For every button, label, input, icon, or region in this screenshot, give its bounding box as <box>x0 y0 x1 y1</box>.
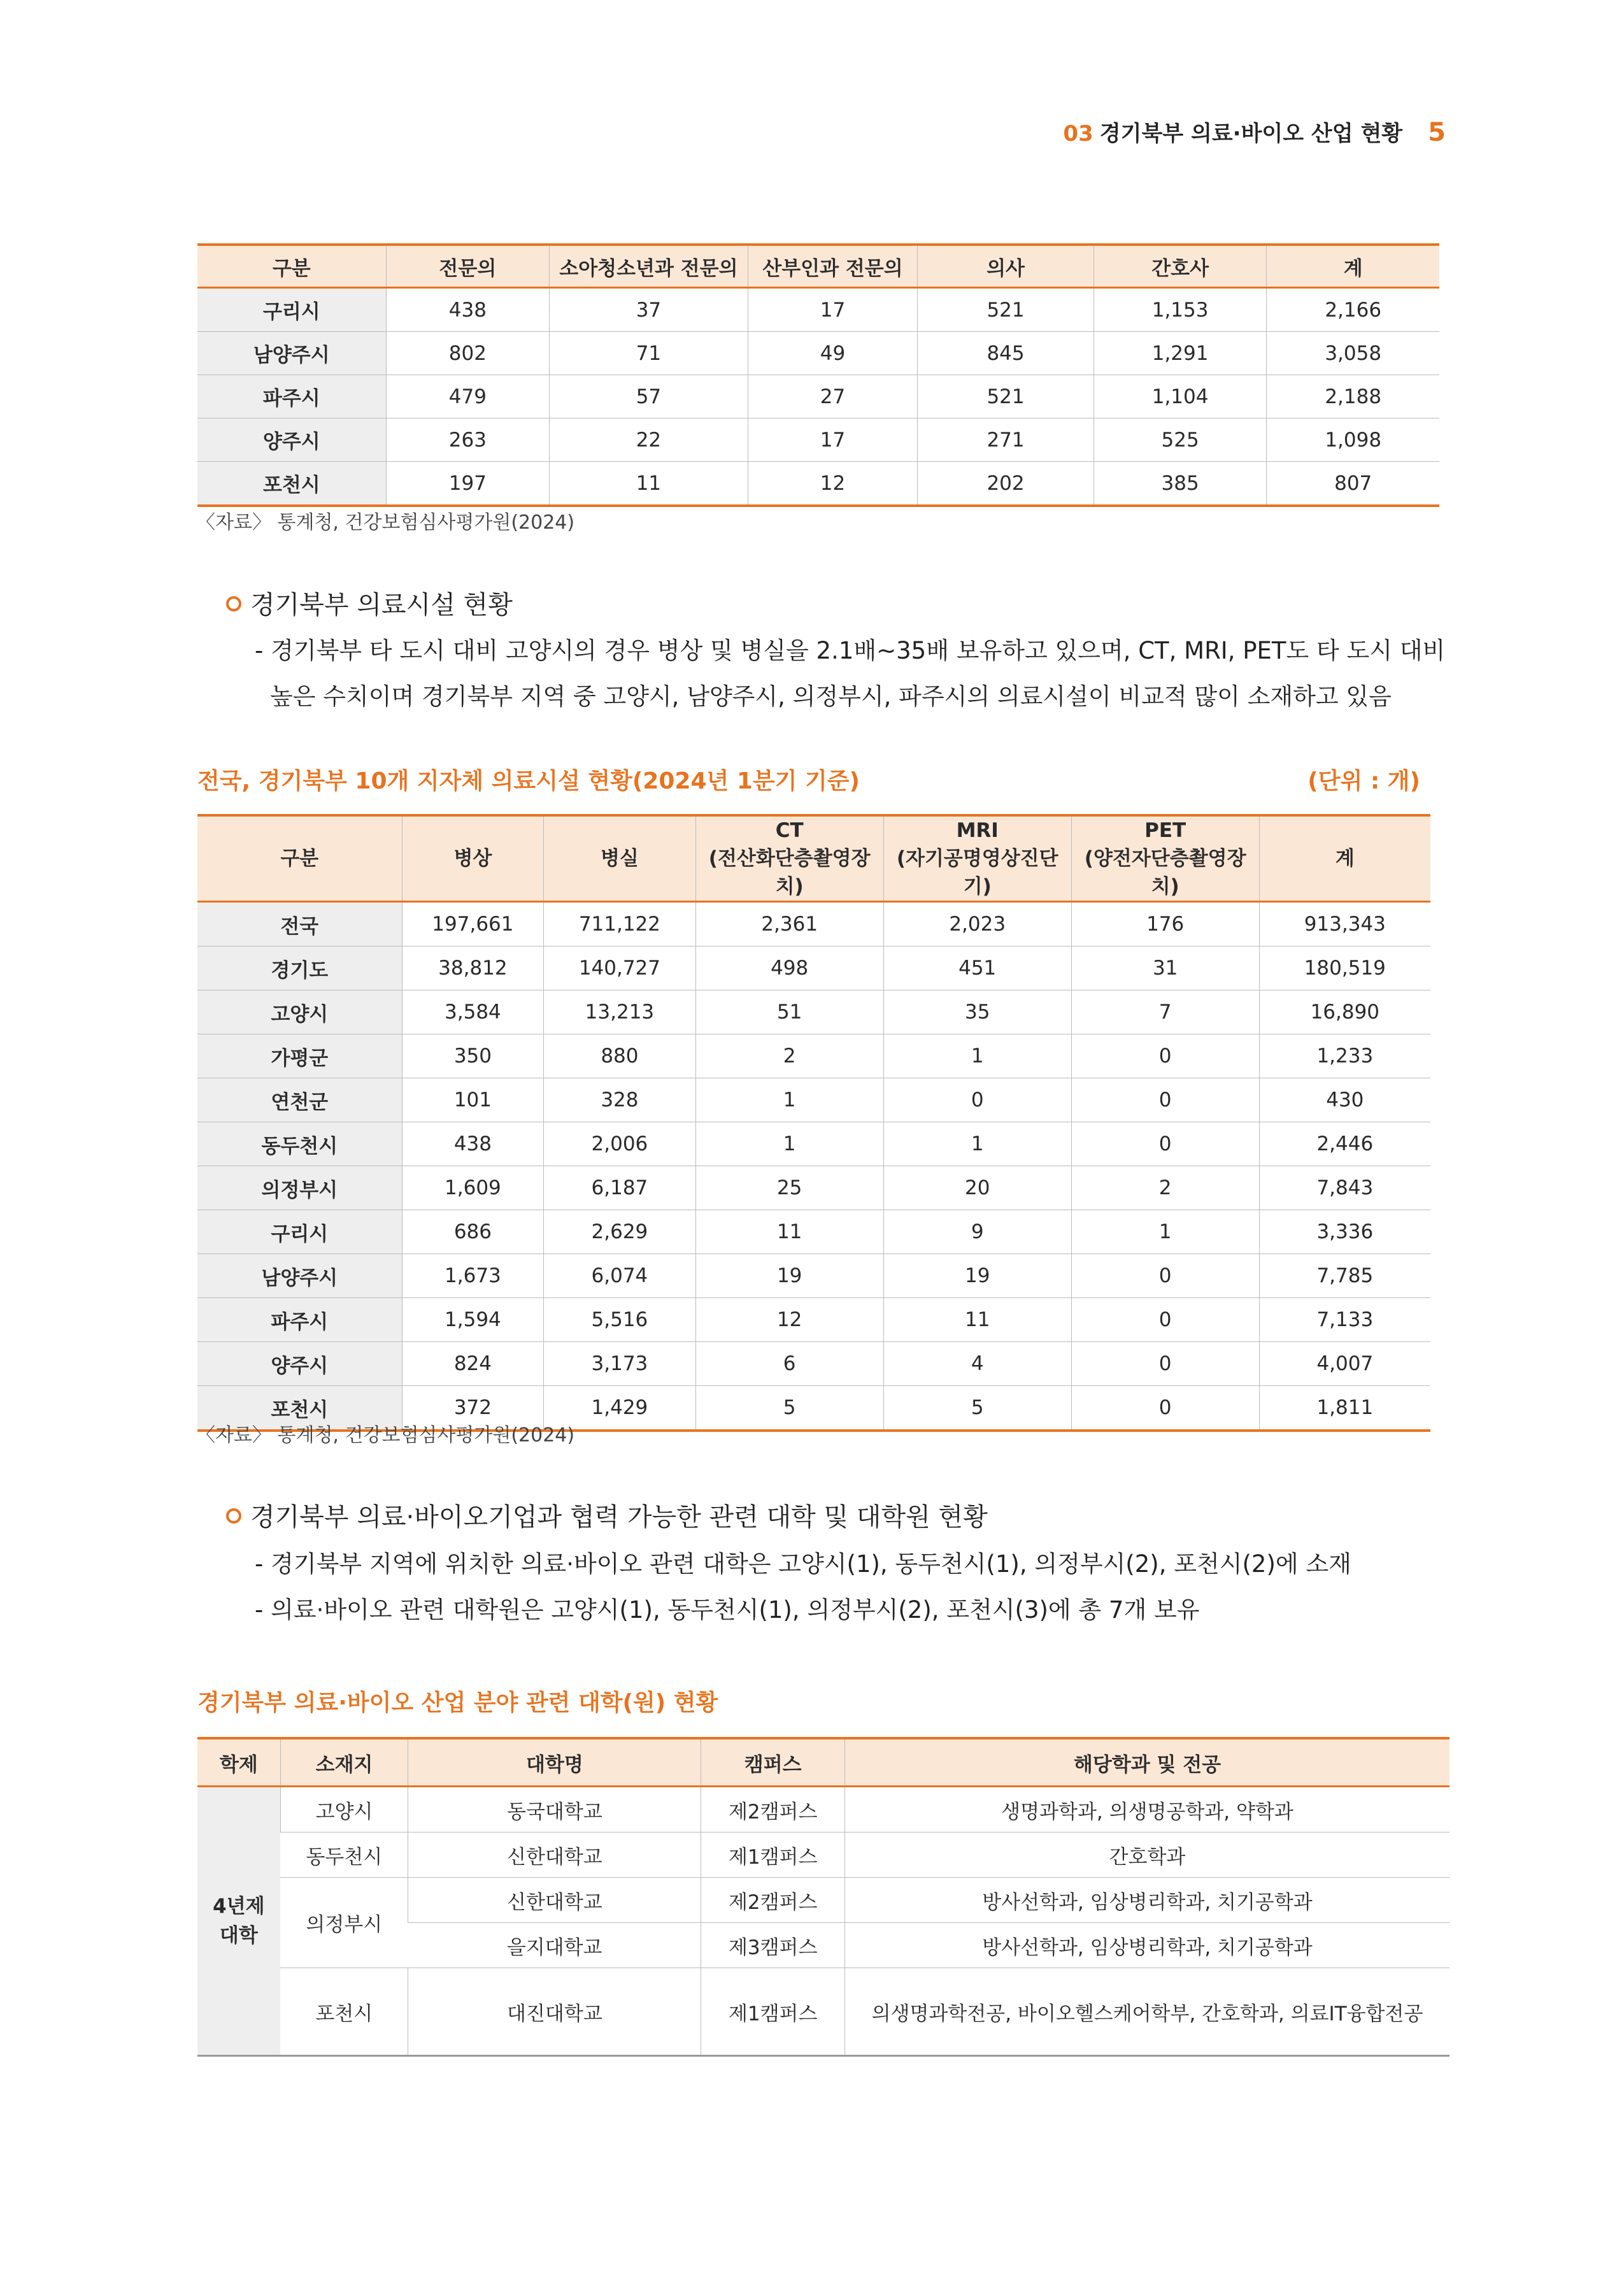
table3-caption: 경기북부 의료·바이오 산업 분야 관련 대학(원) 현황 <box>197 1690 718 1716</box>
table-row <box>197 1342 1430 1386</box>
table-cell: 19 <box>695 1254 883 1298</box>
table-cell: 197 <box>386 462 550 506</box>
row-header: 의정부시 <box>197 1166 402 1210</box>
table-cell: 5 <box>883 1386 1071 1431</box>
table-cell: 2 <box>1071 1166 1259 1210</box>
table-cell: 20 <box>883 1166 1071 1210</box>
majors-cell: 생명과학과, 의생명공학과, 약학과 <box>844 1787 1449 1832</box>
table-cell: 807 <box>1267 462 1439 506</box>
table-header-row <box>197 245 1439 288</box>
column-header-main: PET <box>1144 819 1186 842</box>
table-cell: 430 <box>1259 1078 1430 1122</box>
city-cell: 의정부시 <box>280 1878 408 1968</box>
table-cell: 12 <box>695 1298 883 1342</box>
table-cell: 12 <box>748 462 918 506</box>
row-header: 남양주시 <box>197 332 386 375</box>
table-cell: 438 <box>402 1122 544 1166</box>
table-cell: 3,336 <box>1259 1210 1430 1254</box>
section-number: 03 <box>1063 121 1093 146</box>
universities-table <box>197 1737 1449 2057</box>
table-cell: 0 <box>1071 1034 1259 1078</box>
column-header: 병실 <box>544 815 695 902</box>
table-cell: 328 <box>544 1078 695 1122</box>
majors-cell: 방사선학과, 임상병리학과, 치기공학과 <box>844 1878 1449 1923</box>
section1-heading <box>226 585 513 621</box>
table-cell: 1,104 <box>1093 375 1267 418</box>
table-row <box>197 1254 1430 1298</box>
majors-cell: 방사선학과, 임상병리학과, 치기공학과 <box>844 1923 1449 1968</box>
table-cell: 22 <box>550 418 748 462</box>
table-cell: 49 <box>748 332 918 375</box>
column-header: 구분 <box>197 815 402 902</box>
circle-bullet-icon <box>226 596 241 611</box>
table-cell: 1,609 <box>402 1166 544 1210</box>
table-cell: 180,519 <box>1259 946 1430 990</box>
table-row <box>197 375 1439 418</box>
campus-cell: 제3캠퍼스 <box>701 1923 845 1968</box>
column-header: 해당학과 및 전공 <box>844 1738 1449 1787</box>
column-header: 전문의 <box>386 245 550 288</box>
table-cell: 101 <box>402 1078 544 1122</box>
degree-line2: 대학 <box>219 1924 258 1947</box>
table-cell: 11 <box>550 462 748 506</box>
table-row <box>197 1122 1430 1166</box>
row-header: 연천군 <box>197 1078 402 1122</box>
table-cell: 35 <box>883 990 1071 1034</box>
table-row <box>197 1787 1449 1832</box>
table-cell: 1,673 <box>402 1254 544 1298</box>
table-cell: 824 <box>402 1342 544 1386</box>
table-cell: 438 <box>386 288 550 332</box>
table2-source: 〈자료〉 통계청, 건강보험심사평가원(2024) <box>196 1424 575 1447</box>
table-row <box>197 462 1439 506</box>
row-header: 포천시 <box>197 1386 402 1431</box>
column-header: 학제 <box>197 1738 280 1787</box>
table-cell: 7,785 <box>1259 1254 1430 1298</box>
table-cell: 31 <box>1071 946 1259 990</box>
table-cell: 271 <box>918 418 1094 462</box>
section1-line1: - 경기북부 타 도시 대비 고양시의 경우 병상 및 병실을 2.1배~35배 보유하고 있으며, CT, MRI, PET도 타 도시 대비 <box>255 637 1446 664</box>
table-row <box>197 990 1430 1034</box>
table-cell: 71 <box>550 332 748 375</box>
table-cell: 140,727 <box>544 946 695 990</box>
table-cell: 711,122 <box>544 902 695 946</box>
table-cell: 0 <box>1071 1254 1259 1298</box>
section2-heading <box>226 1497 988 1533</box>
table-cell: 6 <box>695 1342 883 1386</box>
table-cell: 350 <box>402 1034 544 1078</box>
table-header-row <box>197 815 1430 902</box>
row-header: 포천시 <box>197 462 386 506</box>
table-row <box>197 288 1439 332</box>
table-cell: 1 <box>695 1122 883 1166</box>
row-header: 파주시 <box>197 1298 402 1342</box>
row-header: 전국 <box>197 902 402 946</box>
table-cell: 7,133 <box>1259 1298 1430 1342</box>
column-header <box>883 815 1071 902</box>
column-header: 산부인과 전문의 <box>748 245 918 288</box>
row-header: 양주시 <box>197 418 386 462</box>
section1-line2: 높은 수치이며 경기북부 지역 중 고양시, 남양주시, 의정부시, 파주시의 의료시설이 비교적 많이 소재하고 있음 <box>270 683 1392 710</box>
table1-source: 〈자료〉 통계청, 건강보험심사평가원(2024) <box>196 511 575 534</box>
table-cell: 4 <box>883 1342 1071 1386</box>
table-cell: 2,166 <box>1267 288 1439 332</box>
table-cell: 1,098 <box>1267 418 1439 462</box>
table-cell: 3,058 <box>1267 332 1439 375</box>
table-cell: 4,007 <box>1259 1342 1430 1386</box>
table-cell: 197,661 <box>402 902 544 946</box>
column-header <box>695 815 883 902</box>
campus-cell: 제2캠퍼스 <box>701 1878 845 1923</box>
majors-cell: 간호학과 <box>844 1832 1449 1878</box>
table-cell: 0 <box>1071 1386 1259 1431</box>
page-number: 5 <box>1428 118 1446 147</box>
table2-caption: 전국, 경기북부 10개 지자체 의료시설 현황(2024년 1분기 기준) <box>197 768 860 794</box>
table-cell: 5,516 <box>544 1298 695 1342</box>
table-cell: 11 <box>883 1298 1071 1342</box>
table-cell: 202 <box>918 462 1094 506</box>
table-cell: 372 <box>402 1386 544 1431</box>
table-cell: 1 <box>1071 1210 1259 1254</box>
column-header: 소재지 <box>280 1738 408 1787</box>
column-header: 간호사 <box>1093 245 1267 288</box>
degree-cell <box>197 1787 280 2056</box>
table-cell: 2,023 <box>883 902 1071 946</box>
table-cell: 7 <box>1071 990 1259 1034</box>
table-cell: 38,812 <box>402 946 544 990</box>
table-cell: 1 <box>695 1078 883 1122</box>
table-cell: 19 <box>883 1254 1071 1298</box>
table-cell: 1,429 <box>544 1386 695 1431</box>
column-header: 캠퍼스 <box>701 1738 845 1787</box>
section2-line2: - 의료·바이오 관련 대학원은 고양시(1), 동두천시(1), 의정부시(2), 포천시(3)에 총 7개 보유 <box>255 1596 1200 1624</box>
row-header: 남양주시 <box>197 1254 402 1298</box>
campus-cell: 제2캠퍼스 <box>701 1787 845 1832</box>
table-cell: 1 <box>883 1034 1071 1078</box>
table-row <box>197 946 1430 990</box>
table-cell: 845 <box>918 332 1094 375</box>
table-cell: 13,213 <box>544 990 695 1034</box>
table-cell: 2,629 <box>544 1210 695 1254</box>
table-cell: 913,343 <box>1259 902 1430 946</box>
table-cell: 1,594 <box>402 1298 544 1342</box>
row-header: 파주시 <box>197 375 386 418</box>
section2-paragraph <box>255 1541 1351 1633</box>
university-cell: 신한대학교 <box>408 1878 701 1923</box>
campus-cell: 제1캠퍼스 <box>701 1968 845 2056</box>
table-cell: 0 <box>1071 1342 1259 1386</box>
university-cell: 을지대학교 <box>408 1923 701 1968</box>
section-title: 경기북부 의료·바이오 산업 현황 <box>1099 121 1403 146</box>
row-header: 구리시 <box>197 1210 402 1254</box>
table-row <box>197 1832 1449 1878</box>
table-row <box>197 1078 1430 1122</box>
table-row <box>197 1034 1430 1078</box>
column-header: 병상 <box>402 815 544 902</box>
table-cell: 451 <box>883 946 1071 990</box>
table-cell: 17 <box>748 418 918 462</box>
column-header-sub: (자기공명영상진단기) <box>896 847 1058 898</box>
row-header: 경기도 <box>197 946 402 990</box>
degree-line1: 4년제 <box>213 1895 265 1918</box>
column-header-sub: (전산화단층촬영장치) <box>708 847 871 898</box>
row-header: 고양시 <box>197 990 402 1034</box>
row-header: 가평군 <box>197 1034 402 1078</box>
table-cell: 525 <box>1093 418 1267 462</box>
column-header: 구분 <box>197 245 386 288</box>
table-row <box>197 1298 1430 1342</box>
table-cell: 498 <box>695 946 883 990</box>
city-cell: 고양시 <box>280 1787 408 1832</box>
table-cell: 880 <box>544 1034 695 1078</box>
table-cell: 0 <box>1071 1298 1259 1342</box>
table-row <box>197 1210 1430 1254</box>
table-cell: 1,811 <box>1259 1386 1430 1431</box>
column-header-main: CT <box>775 819 804 842</box>
table-cell: 2 <box>695 1034 883 1078</box>
section1-paragraph <box>255 628 1445 720</box>
row-header: 양주시 <box>197 1342 402 1386</box>
table-row <box>197 418 1439 462</box>
table-cell: 0 <box>1071 1122 1259 1166</box>
column-header: 계 <box>1259 815 1430 902</box>
table-cell: 1,291 <box>1093 332 1267 375</box>
table-cell: 6,074 <box>544 1254 695 1298</box>
column-header: 소아청소년과 전문의 <box>550 245 748 288</box>
medical-staff-table <box>197 243 1439 507</box>
row-header: 구리시 <box>197 288 386 332</box>
table-cell: 385 <box>1093 462 1267 506</box>
row-header: 동두천시 <box>197 1122 402 1166</box>
table-cell: 57 <box>550 375 748 418</box>
column-header-main: MRI <box>956 819 999 842</box>
city-cell: 포천시 <box>280 1968 408 2056</box>
table-row <box>197 1166 1430 1210</box>
table-row <box>197 1968 1449 2056</box>
table-cell: 2,446 <box>1259 1122 1430 1166</box>
table-cell: 16,890 <box>1259 990 1430 1034</box>
table-cell: 7,843 <box>1259 1166 1430 1210</box>
table-cell: 2,188 <box>1267 375 1439 418</box>
column-header: 대학명 <box>408 1738 701 1787</box>
table-cell: 9 <box>883 1210 1071 1254</box>
column-header: 계 <box>1267 245 1439 288</box>
table-cell: 6,187 <box>544 1166 695 1210</box>
column-header <box>1071 815 1259 902</box>
table-row <box>197 1878 1449 1923</box>
table-cell: 0 <box>883 1078 1071 1122</box>
table-cell: 2,361 <box>695 902 883 946</box>
campus-cell: 제1캠퍼스 <box>701 1832 845 1878</box>
table-cell: 479 <box>386 375 550 418</box>
table-cell: 263 <box>386 418 550 462</box>
table-cell: 27 <box>748 375 918 418</box>
medical-facilities-table <box>197 814 1430 1432</box>
table-cell: 802 <box>386 332 550 375</box>
university-cell: 대진대학교 <box>408 1968 701 2056</box>
table-cell: 3,584 <box>402 990 544 1034</box>
university-cell: 신한대학교 <box>408 1832 701 1878</box>
table-cell: 11 <box>695 1210 883 1254</box>
column-header-sub: (양전자단층촬영장치) <box>1084 847 1246 898</box>
table-header-row <box>197 1738 1449 1787</box>
section1-title: 경기북부 의료시설 현황 <box>250 590 513 620</box>
table-cell: 17 <box>748 288 918 332</box>
table-cell: 3,173 <box>544 1342 695 1386</box>
table-cell: 37 <box>550 288 748 332</box>
table2-unit: (단위 : 개) <box>1307 768 1420 794</box>
column-header: 의사 <box>918 245 1094 288</box>
page-header <box>1063 116 1446 147</box>
table-cell: 1,153 <box>1093 288 1267 332</box>
section2-title: 경기북부 의료·바이오기업과 협력 가능한 관련 대학 및 대학원 현황 <box>250 1503 988 1532</box>
table-cell: 0 <box>1071 1078 1259 1122</box>
table-cell: 1,233 <box>1259 1034 1430 1078</box>
table-cell: 51 <box>695 990 883 1034</box>
table-row <box>197 332 1439 375</box>
table-cell: 686 <box>402 1210 544 1254</box>
table-cell: 1 <box>883 1122 1071 1166</box>
table-cell: 5 <box>695 1386 883 1431</box>
table-cell: 176 <box>1071 902 1259 946</box>
section2-line1: - 경기북부 지역에 위치한 의료·바이오 관련 대학은 고양시(1), 동두천시(1), 의정부시(2), 포천시(2)에 소재 <box>255 1550 1351 1578</box>
university-cell: 동국대학교 <box>408 1787 701 1832</box>
table-cell: 25 <box>695 1166 883 1210</box>
majors-cell: 의생명과학전공, 바이오헬스케어학부, 간호학과, 의료IT융합전공 <box>844 1968 1449 2056</box>
table-row <box>197 902 1430 946</box>
table-cell: 2,006 <box>544 1122 695 1166</box>
city-cell: 동두천시 <box>280 1832 408 1878</box>
table-cell: 521 <box>918 288 1094 332</box>
circle-bullet-icon <box>226 1508 241 1524</box>
table-cell: 521 <box>918 375 1094 418</box>
